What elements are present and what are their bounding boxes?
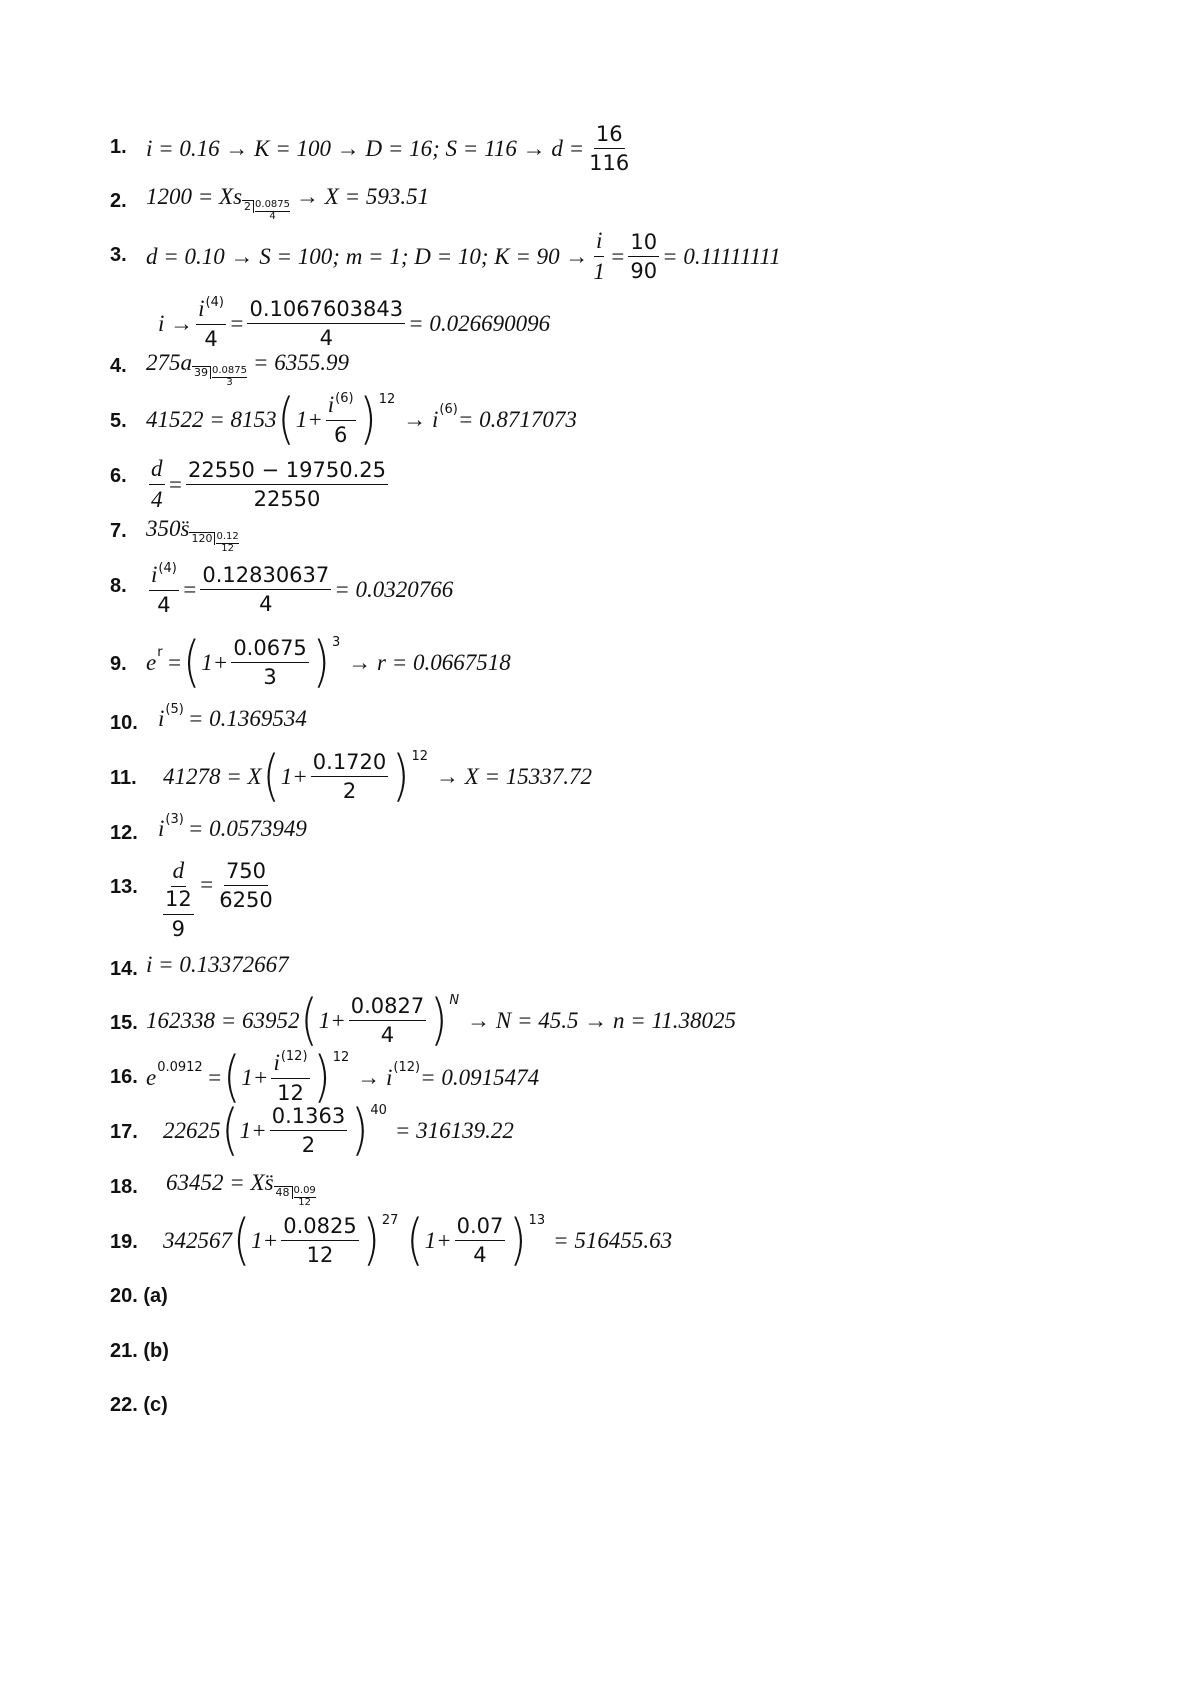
fraction: [186, 458, 388, 511]
numerator: d: [171, 858, 187, 887]
eq-text: 1200 = Xs: [146, 184, 243, 209]
numerator: 0.1363: [270, 1104, 347, 1131]
eq-text: 41522 = 8153: [146, 406, 277, 432]
eq-text: → r = 0.0667518: [348, 649, 511, 675]
denominator: 6250: [219, 887, 273, 912]
numerator: 0.0675: [231, 636, 308, 663]
problem-14-number: 14.: [110, 958, 138, 980]
problem-18-equation: [166, 1170, 316, 1208]
rate: [212, 366, 247, 388]
left-paren: (: [223, 1045, 241, 1110]
fraction: [231, 636, 308, 689]
annuity-subscript: [242, 200, 290, 222]
problem-5-equation: [146, 387, 577, 452]
equals: =: [167, 471, 184, 497]
numerator: 750: [224, 859, 268, 886]
fraction: [455, 1214, 506, 1267]
eq-text: d = 0.10 → S = 100; m = 1; D = 10; K = 90 →: [146, 243, 589, 269]
problem-9-equation: [146, 630, 511, 694]
fraction: [270, 1104, 347, 1157]
problem-12-equation: [158, 811, 307, 842]
numerator: 0.1720: [311, 750, 388, 777]
problem-17-equation: [163, 1098, 514, 1162]
fraction: [591, 228, 607, 286]
equals: =: [609, 243, 626, 269]
exponent: 12: [378, 392, 396, 408]
exponent: 40: [370, 1103, 387, 1119]
fraction: [587, 122, 631, 175]
eq-text: 1+: [318, 1007, 346, 1033]
problem-19-equation: [163, 1208, 673, 1272]
exponent: 27: [381, 1213, 399, 1229]
eq-text: = 0.0320766: [334, 576, 454, 602]
superscript: (12): [280, 1049, 308, 1064]
numerator: d: [149, 456, 165, 485]
eq-text: 1+: [424, 1227, 452, 1253]
eq-text: e: [146, 649, 157, 675]
rate-den: 4: [269, 210, 276, 222]
problem-16-number: 16.: [110, 1066, 138, 1088]
fraction: [149, 456, 165, 514]
superscript: (4): [158, 561, 177, 576]
numerator: 12: [163, 887, 194, 914]
eq-text: e: [146, 1064, 157, 1090]
exponent: 3: [331, 635, 341, 651]
rate-den: 12: [221, 542, 234, 554]
denominator: 4: [204, 327, 218, 352]
problem-15-equation: [146, 988, 737, 1052]
problem-8-equation: [146, 562, 453, 618]
numerator: i: [151, 562, 158, 587]
problem-1-equation: [146, 122, 634, 175]
problem-3-continued: [158, 296, 550, 352]
problem-4-equation: [146, 350, 350, 388]
number: 22.: [110, 1394, 138, 1416]
numerator: 16: [594, 122, 625, 149]
numerator: 0.07: [455, 1214, 506, 1241]
eq-text: 1+: [241, 1064, 269, 1090]
term: 120: [189, 532, 215, 545]
problem-8-number: 8.: [110, 575, 127, 597]
problem-3-number: 3.: [110, 244, 127, 266]
superscript: (12): [393, 1060, 421, 1076]
problem-20-number: [110, 1285, 168, 1308]
annuity-subscript: [189, 532, 238, 554]
eq-text: → X = 15337.72: [435, 763, 593, 789]
problem-17-number: 17.: [110, 1121, 138, 1143]
rate: [294, 1186, 316, 1208]
superscript: (6): [335, 391, 354, 406]
eq-text: = 6355.99: [253, 350, 350, 375]
problem-14-equation: [146, 952, 289, 978]
fraction: [217, 859, 274, 912]
numerator: i: [198, 296, 205, 321]
eq-text: = 0.8717073: [457, 406, 577, 432]
eq-text: = 516455.63: [553, 1227, 673, 1253]
problem-11-equation: [163, 744, 593, 808]
number: 21.: [110, 1340, 138, 1362]
right-paren: ): [509, 1208, 527, 1272]
left-paren: (: [300, 988, 318, 1052]
equals: =: [228, 310, 245, 336]
right-paren: ): [392, 744, 410, 808]
eq-text: 22625: [163, 1117, 221, 1143]
number: 20.: [110, 1285, 138, 1307]
eq-text: → i: [403, 406, 439, 432]
compound-fraction: [161, 858, 196, 941]
eq-text: = 0.1369534: [187, 706, 307, 731]
problem-22-number: [110, 1394, 168, 1417]
superscript: (6): [439, 402, 458, 418]
numerator: 10: [628, 230, 659, 257]
exponent: 12: [332, 1050, 350, 1066]
problem-10-number: 10.: [110, 712, 138, 734]
exponent: 12: [411, 749, 428, 765]
fraction: [349, 994, 426, 1047]
denominator: 4: [157, 593, 171, 618]
eq-text: 342567: [163, 1227, 232, 1253]
left-paren: (: [221, 1098, 239, 1162]
term: 48: [274, 1186, 293, 1199]
eq-text: = 0.0573949: [187, 816, 307, 841]
rate: [255, 200, 290, 222]
superscript: (3): [165, 811, 184, 827]
equals: =: [206, 1064, 223, 1090]
fraction: [311, 750, 388, 803]
superscript: 0.0912: [157, 1060, 203, 1076]
right-paren: ): [362, 1208, 380, 1272]
annuity-subscript: [274, 1186, 316, 1208]
fraction: [200, 563, 331, 616]
denominator: 116: [589, 151, 630, 176]
fraction: [628, 230, 659, 283]
numerator: i: [594, 228, 604, 257]
denominator: 4: [151, 487, 163, 513]
eq-text: = 0.026690096: [408, 310, 551, 336]
numerator: 0.12830637: [200, 563, 331, 590]
problem-12-number: 12.: [110, 822, 138, 844]
eq-text: 41278 = X: [163, 763, 262, 789]
eq-text: 162338 = 63952: [146, 1007, 300, 1033]
right-paren: ): [312, 630, 330, 694]
rate: [216, 532, 238, 554]
term: 2: [242, 200, 254, 213]
denominator: 4: [473, 1243, 487, 1268]
eq-text: 1+: [295, 406, 323, 432]
denominator: 2: [342, 779, 357, 804]
equals: =: [181, 576, 198, 602]
rate-den: 12: [298, 1196, 312, 1208]
problem-3-equation: [146, 228, 781, 286]
denominator: 4: [319, 326, 333, 351]
denominator: 12: [306, 1243, 334, 1268]
right-paren: ): [351, 1098, 369, 1162]
denominator: 90: [630, 259, 658, 284]
eq-text: → i: [357, 1064, 393, 1090]
left-paren: (: [277, 387, 295, 452]
eq-text: i →: [158, 310, 194, 336]
problem-9-number: 9.: [110, 653, 127, 675]
eq-text: 350s̈: [146, 516, 190, 541]
problem-13-equation: [158, 858, 278, 941]
problem-10-equation: [158, 701, 307, 732]
problem-6-number: 6.: [110, 465, 127, 487]
right-paren: ): [313, 1045, 331, 1110]
answer: (c): [143, 1394, 168, 1416]
rate-num: 0.12: [216, 531, 239, 542]
problem-2-equation: [146, 184, 430, 222]
superscript: r: [157, 645, 163, 661]
exponent: N: [449, 993, 460, 1009]
eq-text: = 316139.22: [394, 1117, 514, 1143]
denominator: 3: [263, 665, 277, 690]
problem-11-number: 11.: [110, 767, 137, 789]
numerator: i: [273, 1050, 280, 1075]
denominator: 22550: [253, 487, 321, 512]
eq-text: 1+: [239, 1117, 267, 1143]
numerator: 0.1067603843: [247, 297, 405, 324]
eq-text: i = 0.16 → K = 100 → D = 16; S = 116 → d =: [146, 135, 585, 161]
eq-text: 1+: [251, 1227, 279, 1253]
problem-13-number: 13.: [110, 876, 138, 898]
eq-text: i = 0.13372667: [146, 952, 289, 977]
fraction: [247, 297, 405, 350]
denominator: 12: [277, 1081, 304, 1106]
fraction: [149, 562, 179, 618]
problem-1-number: 1.: [110, 136, 127, 158]
exponent: 13: [528, 1213, 546, 1229]
problem-19-number: 19.: [110, 1231, 138, 1253]
problem-18-number: 18.: [110, 1176, 138, 1198]
eq-text: = 0.0915474: [420, 1064, 540, 1090]
superscript: (4): [205, 295, 224, 310]
superscript: (5): [165, 701, 184, 717]
eq-text: i: [158, 706, 165, 731]
problem-5-number: 5.: [110, 410, 127, 432]
rate-num: 0.0875: [212, 365, 247, 376]
eq-text: 63452 = Xs̈: [166, 1170, 274, 1195]
fraction: [326, 392, 356, 448]
left-paren: (: [183, 630, 201, 694]
numerator: 0.0825: [281, 1214, 358, 1241]
fraction: [271, 1050, 309, 1106]
left-paren: (: [262, 744, 280, 808]
numerator: i: [327, 392, 335, 417]
problem-6-equation: [146, 456, 391, 514]
fraction: [196, 296, 226, 352]
problem-21-number: [110, 1340, 169, 1363]
denominator: 9: [171, 916, 186, 941]
left-paren: (: [233, 1208, 251, 1272]
problem-2-number: 2.: [110, 190, 127, 212]
equals: =: [198, 872, 215, 898]
equals: =: [166, 649, 183, 675]
annuity-subscript: [192, 366, 247, 388]
problem-16-equation: [146, 1045, 540, 1110]
eq-text: 1+: [201, 649, 229, 675]
answer: (b): [143, 1340, 169, 1362]
rate-num: 0.0875: [255, 199, 291, 210]
denominator: 1: [593, 259, 605, 285]
rate-den: 3: [226, 376, 233, 388]
problem-4-number: 4.: [110, 355, 127, 377]
term: 39: [192, 366, 211, 379]
eq-text: 1+: [280, 763, 308, 789]
eq-text: 275a: [146, 350, 192, 375]
right-paren: ): [430, 988, 448, 1052]
denominator: 2: [301, 1133, 316, 1158]
denominator: 4: [259, 592, 273, 617]
numerator: 0.0827: [349, 994, 426, 1021]
eq-text: → X = 593.51: [296, 184, 430, 209]
answer: (a): [143, 1285, 168, 1307]
problem-7-number: 7.: [110, 520, 127, 542]
eq-text: → N = 45.5 → n = 11.38025: [467, 1007, 737, 1033]
fraction: [281, 1214, 358, 1267]
denominator: 6: [333, 423, 348, 448]
right-paren: ): [359, 387, 377, 452]
fraction: [161, 887, 196, 940]
eq-text: i: [158, 816, 165, 841]
denominator: 4: [380, 1023, 395, 1048]
rate-num: 0.09: [293, 1185, 316, 1196]
numerator: 22550 − 19750.25: [186, 458, 388, 485]
problem-15-number: 15.: [110, 1012, 138, 1034]
left-paren: (: [406, 1208, 424, 1272]
problem-7-equation: [146, 516, 239, 554]
eq-text: = 0.11111111: [662, 243, 781, 269]
